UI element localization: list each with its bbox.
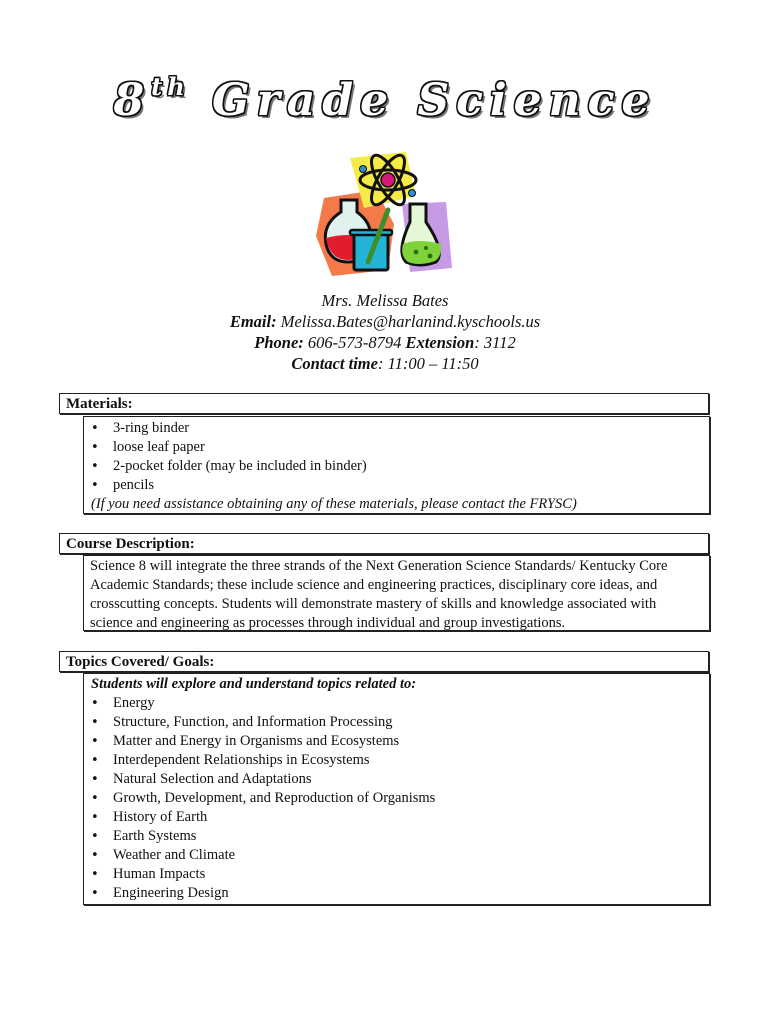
course-description-text: Science 8 will integrate the three strands of the Next Generation Science Standards/ Kentucky Core Academic Standards; these include science and engineering practices, disciplinary core ideas, and crosscutting concepts. Students will demonstrate mastery of skills and knowledge associated with science and engineering as processes through individual and group investigations.	[90, 558, 668, 631]
list-item: • Interdependent Relationships in Ecosystems	[84, 751, 709, 770]
email-line	[0, 311, 770, 332]
contact-time: : 11:00 – 11:50	[377, 354, 479, 373]
list-item: • Engineering Design	[84, 884, 709, 903]
list-item: • pencils	[84, 476, 709, 495]
list-item: • 2-pocket folder (may be included in binder)	[84, 457, 709, 476]
title-suffix: th	[151, 72, 190, 101]
extension-label: Extension	[405, 333, 475, 352]
topics-lead: Students will explore and understand topics related to:	[91, 676, 417, 692]
page-title	[0, 72, 770, 126]
title-text: Grade Science	[212, 75, 657, 126]
email-address: Melissa.Bates@harlanind.kyschools.us	[280, 312, 541, 331]
title-number: 8	[113, 75, 152, 126]
materials-note: (If you need assistance obtaining any of these materials, please contact the FRYSC)	[91, 496, 577, 512]
contact-info	[0, 290, 770, 374]
phone-label: Phone:	[254, 333, 304, 352]
list-item: • Weather and Climate	[84, 846, 709, 865]
materials-heading: Materials:	[59, 393, 709, 414]
teacher-name: Mrs. Melissa Bates	[321, 291, 449, 310]
list-item: • Matter and Energy in Organisms and Ecosystems	[84, 732, 709, 751]
phone-line	[0, 332, 770, 353]
materials-box	[83, 416, 710, 514]
list-item: • Energy	[84, 694, 709, 713]
contact-time-line	[0, 353, 770, 374]
list-item: • loose leaf paper	[84, 438, 709, 457]
contact-time-label: Contact time	[291, 354, 378, 373]
email-label: Email:	[229, 312, 277, 331]
topics-box	[83, 673, 710, 905]
list-item: • Structure, Function, and Information Processing	[84, 713, 709, 732]
topics-heading: Topics Covered/ Goals:	[59, 651, 709, 672]
list-item: • Human Impacts	[84, 865, 709, 884]
list-item: • Growth, Development, and Reproduction of Organisms	[84, 789, 709, 808]
list-item: • 3-ring binder	[84, 419, 709, 438]
course-description-heading: Course Description:	[59, 533, 709, 554]
list-item: • Earth Systems	[84, 827, 709, 846]
extension-number: : 3112	[474, 333, 516, 352]
course-description-box	[83, 555, 710, 631]
list-item: • History of Earth	[84, 808, 709, 827]
list-item: • Natural Selection and Adaptations	[84, 770, 709, 789]
science-atom-flasks-icon	[310, 152, 460, 280]
phone-number: 606-573-8794	[307, 333, 402, 352]
